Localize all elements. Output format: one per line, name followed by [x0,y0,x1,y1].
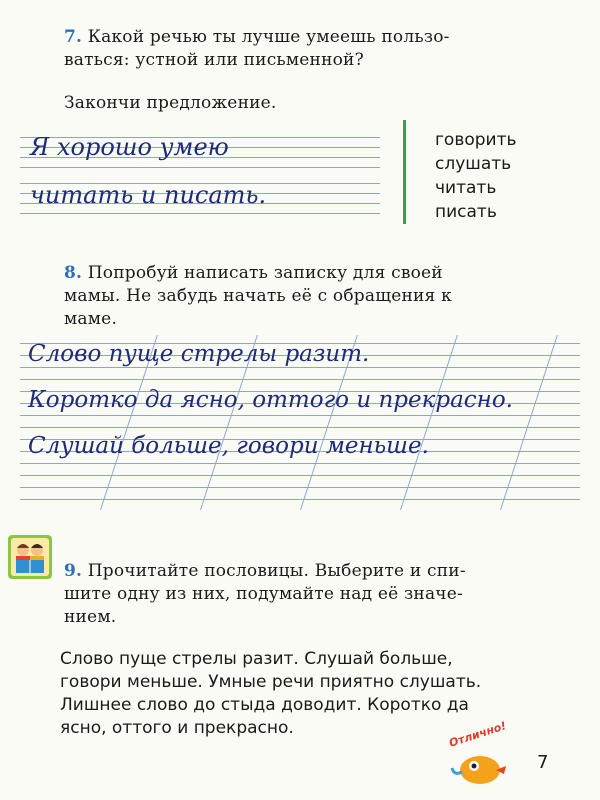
task8-question-line1: Попробуй написать записку для своей [87,263,443,283]
task7-handwritten-line2: читать и писать. [30,181,267,209]
task8-writing-area [20,335,590,515]
task7-question [64,26,584,72]
task8-handwritten-line2: Коротко да ясно, оттого и прекрасно. [28,387,513,413]
task7-question-line2: ваться: устной или письменной? [64,50,364,70]
page-number: 7 [537,752,549,773]
reading-children-icon [8,535,52,579]
badge-text: Отлично! [447,719,508,750]
task7-word: читать [435,178,497,198]
task9-number: 9. [64,561,83,581]
task7-divider [403,120,406,224]
task8-question [64,262,584,331]
task9-proverbs-line3: Лишнее слово до стыда доводит. Коротко да [60,695,469,715]
task9-question-line1: Прочитайте пословицы. Выберите и спи- [87,561,466,581]
task7-question-line1: Какой речью ты лучше умеешь пользо- [87,27,450,47]
task8-handwritten-line3: Слушай больше, говори меньше. [28,433,429,459]
task7-word: говорить [435,130,517,150]
task9-proverbs-line4: ясно, оттого и прекрасно. [60,718,294,738]
task9-question-line3: нием. [64,607,117,627]
task8-question-line3: маме. [64,309,118,329]
task9-question [64,560,584,629]
task8-number: 8. [64,263,83,283]
task7-number: 7. [64,27,83,47]
task7-word: писать [435,202,497,222]
task9-proverbs-line1: Слово пуще стрелы разит. Слушай больше, [60,649,453,669]
task9-question-line2: шите одну из них, подумайте над её значе- [64,584,463,604]
task7-word-list [435,128,517,224]
task7-handwritten-line1: Я хорошо умею [30,133,229,161]
task7-writing-area [20,125,400,225]
task7-instruction: Закончи предложение. [64,93,277,113]
excellent-badge [440,719,520,788]
task9-proverbs-line2: говори меньше. Умные речи приятно слушать. [60,672,482,692]
task8-question-line2: мамы. Не забудь начать её с обращения к [64,286,452,306]
task7-word: слушать [435,154,512,174]
task8-handwritten-line1: Слово пуще стрелы разит. [28,341,370,367]
